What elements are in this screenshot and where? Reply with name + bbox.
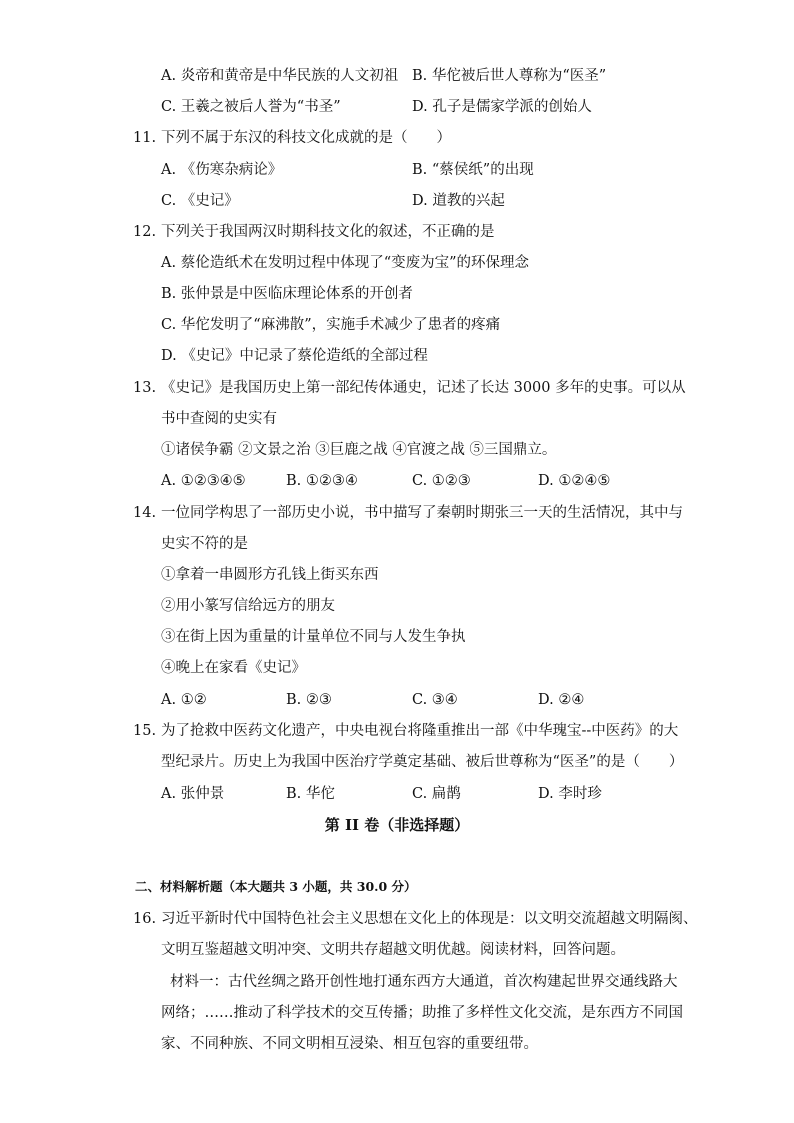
- q14-item-4: ④晚上在家看《史记》: [161, 660, 306, 676]
- q12-option-b: B. 张仲景是中医临床理论体系的开创者: [161, 286, 413, 302]
- q14-stem-line2: 史实不符的是: [161, 536, 248, 552]
- q15-stem-line2: 型纪录片。历史上为我国中医治疗学奠定基础、被后世尊称为“医圣”的是（ ）: [161, 754, 684, 770]
- q13-option-a: A. ①②③④⑤: [161, 473, 246, 489]
- q12-option-a: A. 蔡伦造纸术在发明过程中体现了“变废为宝”的环保理念: [161, 255, 530, 271]
- q15-option-b: B. 华佗: [286, 786, 335, 802]
- q14-number: 14.: [133, 505, 157, 521]
- q14-option-d: D. ②④: [538, 692, 585, 708]
- q16-material1-line2: 网络；……推动了科学技术的交互传播；助推了多样性文化交流，是东西方不同国: [161, 1005, 683, 1021]
- q11-stem: 下列不属于东汉的科技文化成就的是（ ）: [161, 130, 451, 146]
- section-heading: 二、材料解析题（本大题共 3 小题，共 30.0 分）: [135, 879, 417, 894]
- q15-option-d: D. 李时珍: [538, 786, 602, 802]
- q11-option-a: A. 《伤寒杂病论》: [161, 162, 283, 178]
- q13-stem-line2: 书中查阅的史实有: [161, 411, 277, 427]
- q16-material1-line1: 材料一：古代丝绸之路开创性地打通东西方大通道，首次构建起世界交通线路大: [170, 974, 678, 990]
- q15-option-a: A. 张仲景: [161, 786, 225, 802]
- q13-items: ①诸侯争霸 ②文景之治 ③巨鹿之战 ④官渡之战 ⑤三国鼎立。: [161, 442, 557, 458]
- q13-option-d: D. ①②④⑤: [538, 473, 611, 489]
- q12-option-d: D. 《史记》中记录了蔡伦造纸的全部过程: [161, 348, 428, 364]
- q14-item-1: ①拿着一串圆形方孔钱上街买东西: [161, 567, 379, 583]
- q16-stem-line1: 习近平新时代中国特色社会主义思想在文化上的体现是：以文明交流超越文明隔阂、: [161, 911, 698, 927]
- q13-option-b: B. ①②③④: [286, 473, 358, 489]
- q16-material1-line3: 家、不同种族、不同文明相互浸染、相互包容的重要纽带。: [161, 1036, 538, 1052]
- q13-stem-line1: 《史记》是我国历史上第一部纪传体通史，记述了长达 3000 多年的史事。可以从: [161, 380, 686, 396]
- q11-option-d: D. 道教的兴起: [412, 193, 505, 209]
- q10-option-d: D. 孔子是儒家学派的创始人: [412, 99, 592, 115]
- q12-stem: 下列关于我国两汉时期科技文化的叙述，不正确的是: [161, 224, 495, 240]
- q12-option-c: C. 华佗发明了“麻沸散”，实施手术减少了患者的疼痛: [161, 317, 501, 333]
- q15-stem-line1: 为了抢救中医药文化遗产，中央电视台将隆重推出一部《中华瑰宝--中医药》的大: [161, 723, 679, 739]
- q16-stem-line2: 文明互鉴超越文明冲突、文明共存超越文明优越。阅读材料，回答问题。: [161, 942, 625, 958]
- q13-number: 13.: [133, 380, 157, 396]
- q14-item-2: ②用小篆写信给远方的朋友: [161, 598, 335, 614]
- q14-item-3: ③在街上因为重量的计量单位不同与人发生争执: [161, 629, 466, 645]
- q11-option-c: C. 《史记》: [161, 193, 239, 209]
- q11-option-b: B. “蔡侯纸”的出现: [412, 162, 534, 178]
- q10-option-c: C. 王羲之被后人誉为“书圣”: [161, 99, 341, 115]
- q10-option-a: A. 炎帝和黄帝是中华民族的人文初祖: [161, 68, 399, 84]
- q10-option-b: B. 华佗被后世人尊称为“医圣”: [412, 68, 607, 84]
- q15-number: 15.: [133, 723, 157, 739]
- q14-option-a: A. ①②: [161, 692, 207, 708]
- q13-option-c: C. ①②③: [412, 473, 471, 489]
- q11-number: 11.: [133, 130, 157, 146]
- q16-number: 16.: [133, 911, 157, 927]
- q14-stem-line1: 一位同学构思了一部历史小说，书中描写了秦朝时期张三一天的生活情况，其中与: [161, 505, 683, 521]
- q12-number: 12.: [133, 224, 157, 240]
- q14-option-b: B. ②③: [286, 692, 332, 708]
- q15-option-c: C. 扁鹊: [412, 786, 461, 802]
- q14-option-c: C. ③④: [412, 692, 458, 708]
- section-title: 第 II 卷（非选择题）: [324, 816, 470, 834]
